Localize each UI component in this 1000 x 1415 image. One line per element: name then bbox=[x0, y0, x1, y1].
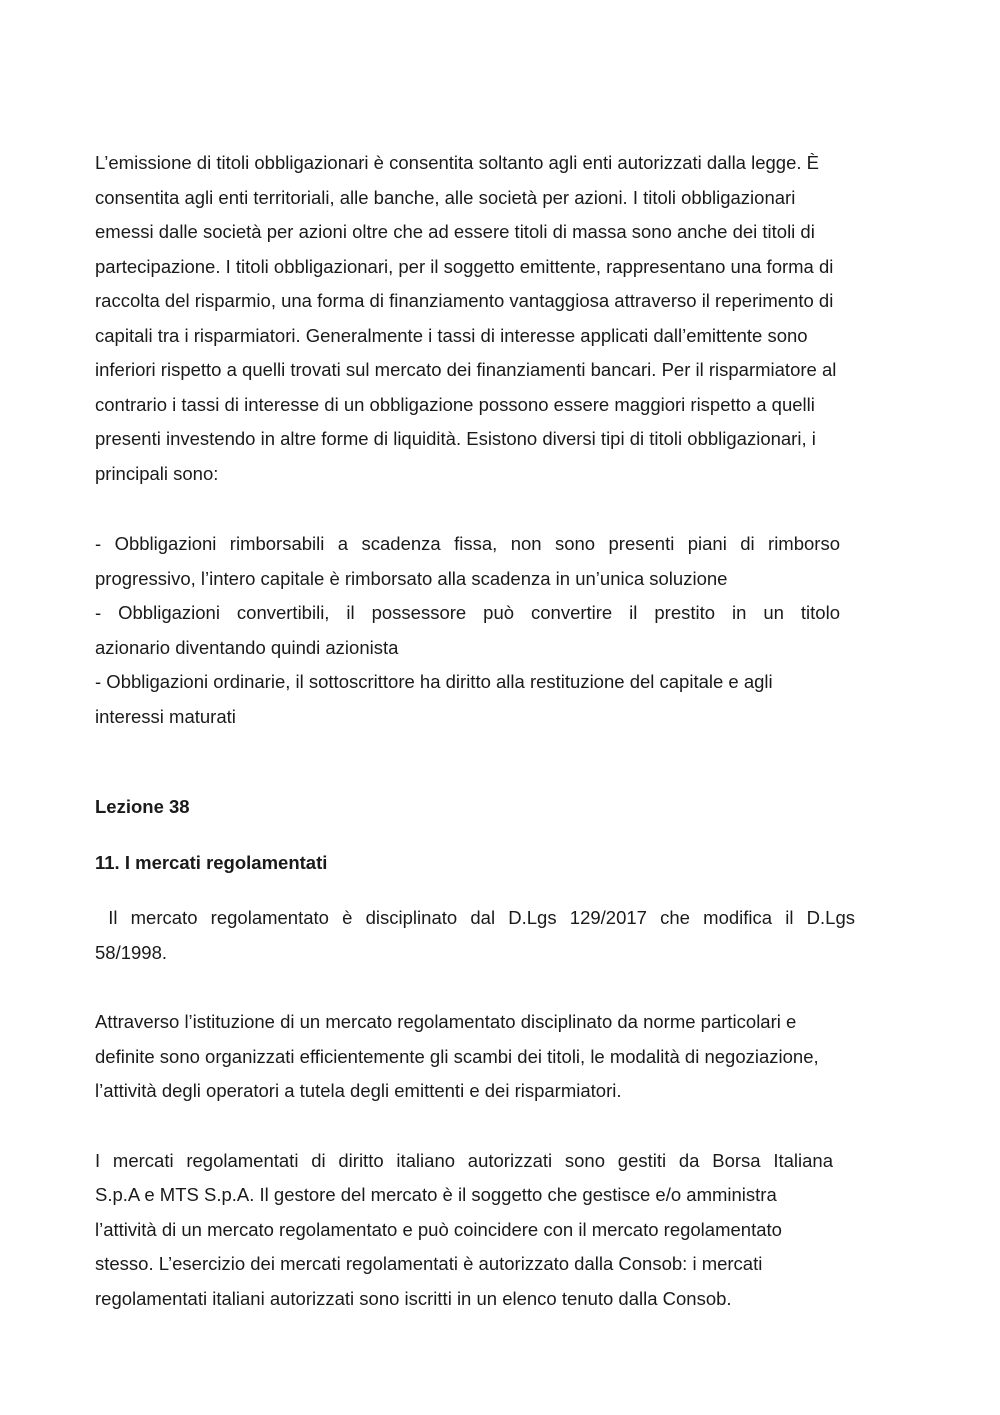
list-item-line: - Obbligazioni convertibili, il possessore può convertire il prestito in un titolo bbox=[95, 602, 840, 623]
paragraph-line: consentita agli enti territoriali, alle banche, alle società per azioni. I titoli obbligazionari bbox=[95, 186, 796, 208]
paragraph-line: emessi dalle società per azioni oltre che ad essere titoli di massa sono anche dei titoli di bbox=[95, 221, 815, 242]
document-page bbox=[95, 146, 905, 1316]
paragraph-line: regolamentati italiani autorizzati sono iscritti in un elenco tenuto dalla Consob. bbox=[95, 1287, 732, 1309]
list-item bbox=[95, 527, 905, 596]
paragraph-line: contrario i tassi di interesse di un obbligazione possono essere maggiori rispetto a quelli bbox=[95, 393, 815, 415]
paragraph-line: inferiori rispetto a quelli trovati sul mercato dei finanziamenti bancari. Per il risparmiatore al bbox=[95, 359, 837, 380]
spacer bbox=[95, 1109, 905, 1144]
paragraph-line: S.p.A e MTS S.p.A. Il gestore del mercato è il soggetto che gestisce e/o amministra bbox=[95, 1184, 777, 1205]
list-item-line: progressivo, l’intero capitale è rimborsato alla scadenza in un’unica soluzione bbox=[95, 567, 728, 589]
paragraph-line: I mercati regolamentati di diritto italiano autorizzati sono gestiti da Borsa Italiana bbox=[95, 1149, 833, 1171]
paragraph-line: principali sono: bbox=[95, 462, 219, 484]
paragraph-line: partecipazione. I titoli obbligazionari, per il soggetto emittente, rappresentano una forma di bbox=[95, 255, 834, 277]
paragraph-line: l’attività di un mercato regolamentato e può coincidere con il mercato regolamentato bbox=[95, 1218, 782, 1240]
list-item-line: - Obbligazioni rimborsabili a scadenza fissa, non sono presenti piani di rimborso bbox=[95, 533, 840, 554]
paragraph-line: L’emissione di titoli obbligazionari è consentita soltanto agli enti autorizzati dalla legge. È bbox=[95, 152, 819, 173]
paragraph-line: 58/1998. bbox=[95, 941, 168, 963]
paragraph-line: stesso. L’esercizio dei mercati regolamentati è autorizzato dalla Consob: i mercati bbox=[95, 1253, 763, 1274]
regulated-market-purpose bbox=[95, 1005, 905, 1109]
paragraph-line: l’attività degli operatori a tutela degli emittenti e dei risparmiatori. bbox=[95, 1080, 622, 1101]
list-item-line: - Obbligazioni ordinarie, il sottoscrittore ha diritto alla restituzione del capitale e agli bbox=[95, 671, 773, 692]
paragraph-line: capitali tra i risparmiatori. Generalmente i tassi di interesse applicati dall’emittente sono bbox=[95, 324, 808, 346]
paragraph-line: Attraverso l’istituzione di un mercato regolamentato disciplinato da norme particolari e bbox=[95, 1011, 797, 1032]
list-item bbox=[95, 596, 905, 665]
section-heading: 11. I mercati regolamentati bbox=[95, 851, 328, 873]
regulated-market-intro bbox=[95, 901, 905, 970]
intro-paragraph bbox=[95, 146, 905, 491]
spacer bbox=[95, 825, 905, 846]
spacer bbox=[95, 880, 905, 901]
lesson-heading: Lezione 38 bbox=[95, 796, 190, 817]
paragraph-line: Il mercato regolamentato è disciplinato dal D.Lgs 129/2017 che modifica il D.Lgs bbox=[95, 907, 855, 928]
paragraph-line: raccolta del risparmio, una forma di finanziamento vantaggiosa attraverso il reperimento di bbox=[95, 290, 834, 311]
spacer bbox=[95, 970, 905, 1005]
spacer bbox=[95, 491, 905, 527]
regulated-market-operators bbox=[95, 1144, 905, 1317]
paragraph-line: presenti investendo in altre forme di liquidità. Esistono diversi tipi di titoli obbligazionari, i bbox=[95, 428, 816, 449]
spacer bbox=[95, 734, 905, 790]
bond-types-list bbox=[95, 527, 905, 734]
list-item bbox=[95, 665, 905, 734]
list-item-line: azionario diventando quindi azionista bbox=[95, 636, 399, 658]
paragraph-line: definite sono organizzati efficientemente gli scambi dei titoli, le modalità di negoziazione, bbox=[95, 1045, 819, 1067]
list-item-line: interessi maturati bbox=[95, 705, 236, 727]
